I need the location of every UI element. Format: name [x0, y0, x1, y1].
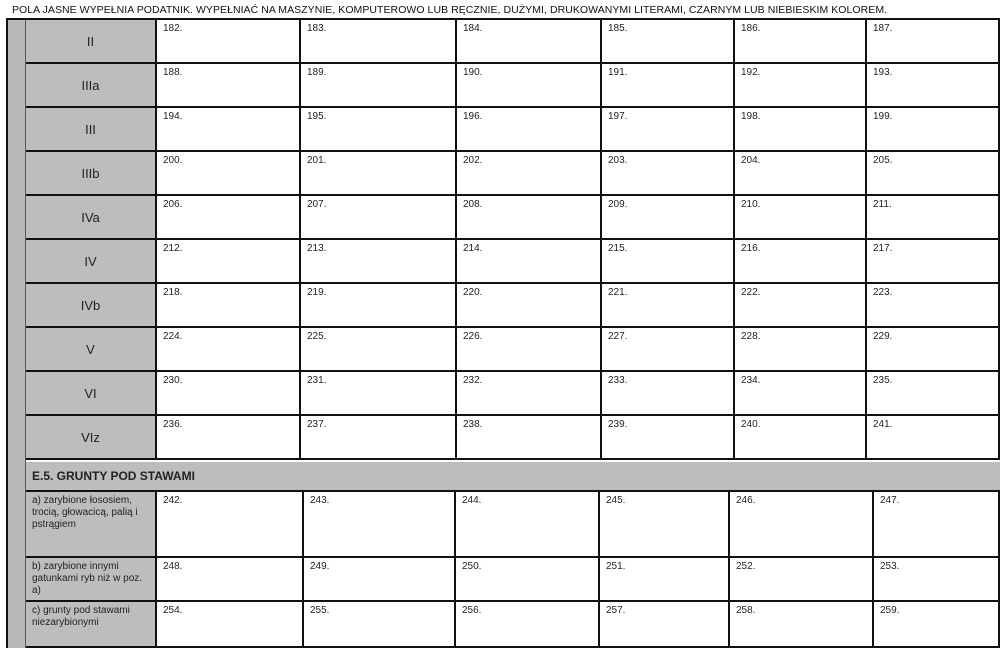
- pond-row: [26, 602, 1000, 648]
- input-cell[interactable]: [456, 558, 600, 602]
- field-number: 238.: [463, 419, 483, 430]
- field-number: 191.: [608, 67, 628, 78]
- class-row: [26, 152, 1000, 196]
- field-number: 217.: [873, 243, 893, 254]
- input-cell[interactable]: [157, 492, 304, 558]
- field-number: 186.: [741, 23, 761, 34]
- field-number: 205.: [873, 155, 893, 166]
- field-number: 241.: [873, 419, 893, 430]
- field-number: 239.: [608, 419, 628, 430]
- class-row-label: IVb: [26, 284, 157, 328]
- class-row: [26, 240, 1000, 284]
- field-number: 243.: [310, 495, 330, 506]
- class-row-label: IIIa: [26, 64, 157, 108]
- field-number: 213.: [307, 243, 327, 254]
- input-cell[interactable]: [157, 64, 301, 108]
- field-number: 197.: [608, 111, 628, 122]
- input-cell[interactable]: [301, 284, 457, 328]
- input-cell[interactable]: [301, 372, 457, 416]
- field-number: 210.: [741, 199, 761, 210]
- class-row-label: VI: [26, 372, 157, 416]
- class-row-label: IIIb: [26, 152, 157, 196]
- input-cell[interactable]: [602, 196, 735, 240]
- class-row: [26, 196, 1000, 240]
- field-number: 248.: [163, 561, 183, 572]
- field-number: 223.: [873, 287, 893, 298]
- field-number: 202.: [463, 155, 483, 166]
- field-number: 215.: [608, 243, 628, 254]
- field-number: 256.: [462, 605, 482, 616]
- field-number: 194.: [163, 111, 183, 122]
- input-cell[interactable]: [867, 196, 1000, 240]
- field-number: 232.: [463, 375, 483, 386]
- field-number: 249.: [310, 561, 330, 572]
- field-number: 183.: [307, 23, 327, 34]
- input-cell[interactable]: [157, 196, 301, 240]
- input-cell[interactable]: [301, 416, 457, 460]
- field-number: 254.: [163, 605, 183, 616]
- pond-row: [26, 492, 1000, 558]
- input-cell[interactable]: [157, 558, 304, 602]
- input-cell[interactable]: [157, 20, 301, 64]
- field-number: 182.: [163, 23, 183, 34]
- input-cell[interactable]: [457, 328, 602, 372]
- class-row: [26, 64, 1000, 108]
- field-number: 201.: [307, 155, 327, 166]
- field-number: 192.: [741, 67, 761, 78]
- field-number: 255.: [310, 605, 330, 616]
- field-number: 253.: [880, 561, 900, 572]
- input-cell[interactable]: [456, 492, 600, 558]
- input-cell[interactable]: [602, 240, 735, 284]
- input-cell[interactable]: [867, 416, 1000, 460]
- field-number: 207.: [307, 199, 327, 210]
- input-cell[interactable]: [867, 372, 1000, 416]
- field-number: 244.: [462, 495, 482, 506]
- field-number: 222.: [741, 287, 761, 298]
- field-number: 245.: [606, 495, 626, 506]
- input-cell[interactable]: [600, 602, 730, 648]
- input-cell[interactable]: [157, 416, 301, 460]
- input-cell[interactable]: [157, 372, 301, 416]
- input-cell[interactable]: [867, 20, 1000, 64]
- field-number: 240.: [741, 419, 761, 430]
- field-number: 219.: [307, 287, 327, 298]
- field-number: 184.: [463, 23, 483, 34]
- pond-row: [26, 558, 1000, 602]
- input-cell[interactable]: [301, 240, 457, 284]
- field-number: 218.: [163, 287, 183, 298]
- input-cell[interactable]: [874, 558, 1000, 602]
- input-cell[interactable]: [301, 196, 457, 240]
- class-row: [26, 20, 1000, 64]
- input-cell[interactable]: [301, 64, 457, 108]
- input-cell[interactable]: [157, 602, 304, 648]
- input-cell[interactable]: [735, 372, 867, 416]
- left-margin-strip: [6, 20, 26, 648]
- input-cell[interactable]: [457, 372, 602, 416]
- field-number: 199.: [873, 111, 893, 122]
- field-number: 231.: [307, 375, 327, 386]
- input-cell[interactable]: [304, 602, 456, 648]
- input-cell[interactable]: [602, 152, 735, 196]
- class-row-label: V: [26, 328, 157, 372]
- field-number: 226.: [463, 331, 483, 342]
- input-cell[interactable]: [301, 328, 457, 372]
- input-cell[interactable]: [867, 328, 1000, 372]
- input-cell[interactable]: [301, 108, 457, 152]
- field-number: 214.: [463, 243, 483, 254]
- field-number: 193.: [873, 67, 893, 78]
- class-row-label: VIz: [26, 416, 157, 460]
- input-cell[interactable]: [602, 284, 735, 328]
- field-number: 247.: [880, 495, 900, 506]
- pond-row-label: b) zarybione innymi gatunkami ryb niż w poz. a): [26, 558, 157, 602]
- field-number: 196.: [463, 111, 483, 122]
- field-number: 189.: [307, 67, 327, 78]
- class-row: [26, 328, 1000, 372]
- field-number: 233.: [608, 375, 628, 386]
- input-cell[interactable]: [157, 152, 301, 196]
- field-number: 250.: [462, 561, 482, 572]
- field-number: 224.: [163, 331, 183, 342]
- field-number: 198.: [741, 111, 761, 122]
- input-cell[interactable]: [867, 108, 1000, 152]
- input-cell[interactable]: [874, 602, 1000, 648]
- field-number: 237.: [307, 419, 327, 430]
- input-cell[interactable]: [602, 20, 735, 64]
- input-cell[interactable]: [457, 152, 602, 196]
- input-cell[interactable]: [735, 416, 867, 460]
- field-number: 246.: [736, 495, 756, 506]
- pond-row-label: a) zarybione łososiem, trocią, głowacicą, palią i pstrągiem: [26, 492, 157, 558]
- input-cell[interactable]: [735, 108, 867, 152]
- field-number: 216.: [741, 243, 761, 254]
- input-cell[interactable]: [600, 558, 730, 602]
- land-class-table: [6, 20, 1000, 648]
- field-number: 227.: [608, 331, 628, 342]
- field-number: 190.: [463, 67, 483, 78]
- input-cell[interactable]: [735, 20, 867, 64]
- input-cell[interactable]: [457, 240, 602, 284]
- input-cell[interactable]: [304, 492, 456, 558]
- input-cell[interactable]: [602, 372, 735, 416]
- field-number: 209.: [608, 199, 628, 210]
- class-row-label: IVa: [26, 196, 157, 240]
- field-number: 229.: [873, 331, 893, 342]
- field-number: 211.: [873, 199, 892, 210]
- input-cell[interactable]: [735, 284, 867, 328]
- input-cell[interactable]: [730, 602, 874, 648]
- field-number: 251.: [606, 561, 626, 572]
- class-row: [26, 372, 1000, 416]
- input-cell[interactable]: [735, 64, 867, 108]
- class-row-label: II: [26, 20, 157, 64]
- input-cell[interactable]: [457, 416, 602, 460]
- input-cell[interactable]: [602, 328, 735, 372]
- class-row-label: IV: [26, 240, 157, 284]
- input-cell[interactable]: [157, 108, 301, 152]
- input-cell[interactable]: [457, 284, 602, 328]
- input-cell[interactable]: [457, 64, 602, 108]
- input-cell[interactable]: [735, 240, 867, 284]
- class-row: [26, 108, 1000, 152]
- field-number: 225.: [307, 331, 327, 342]
- field-number: 259.: [880, 605, 900, 616]
- input-cell[interactable]: [456, 602, 600, 648]
- field-number: 212.: [163, 243, 183, 254]
- field-number: 195.: [307, 111, 327, 122]
- field-number: 236.: [163, 419, 183, 430]
- input-cell[interactable]: [457, 20, 602, 64]
- field-number: 188.: [163, 67, 183, 78]
- field-number: 257.: [606, 605, 626, 616]
- class-row-label: III: [26, 108, 157, 152]
- field-number: 208.: [463, 199, 483, 210]
- pond-row-label: c) grunty pod stawami niezarybionymi: [26, 602, 157, 648]
- field-number: 203.: [608, 155, 628, 166]
- input-cell[interactable]: [730, 558, 874, 602]
- input-cell[interactable]: [602, 416, 735, 460]
- input-cell[interactable]: [867, 64, 1000, 108]
- field-number: 235.: [873, 375, 893, 386]
- input-cell[interactable]: [457, 196, 602, 240]
- input-cell[interactable]: [874, 492, 1000, 558]
- input-cell[interactable]: [301, 20, 457, 64]
- input-cell[interactable]: [735, 328, 867, 372]
- field-number: 252.: [736, 561, 756, 572]
- input-cell[interactable]: [730, 492, 874, 558]
- class-row: [26, 284, 1000, 328]
- field-number: 185.: [608, 23, 628, 34]
- field-number: 234.: [741, 375, 761, 386]
- field-number: 221.: [608, 287, 628, 298]
- field-number: 220.: [463, 287, 483, 298]
- field-number: 187.: [873, 23, 893, 34]
- field-number: 200.: [163, 155, 183, 166]
- input-cell[interactable]: [301, 152, 457, 196]
- field-number: 204.: [741, 155, 761, 166]
- input-cell[interactable]: [157, 240, 301, 284]
- input-cell[interactable]: [867, 284, 1000, 328]
- input-cell[interactable]: [600, 492, 730, 558]
- input-cell[interactable]: [867, 152, 1000, 196]
- input-cell[interactable]: [735, 152, 867, 196]
- field-number: 258.: [736, 605, 756, 616]
- input-cell[interactable]: [602, 64, 735, 108]
- input-cell[interactable]: [867, 240, 1000, 284]
- input-cell[interactable]: [157, 328, 301, 372]
- input-cell[interactable]: [304, 558, 456, 602]
- form-instructions: POLA JASNE WYPEŁNIA PODATNIK. WYPEŁNIAĆ NA MASZYNIE, KOMPUTEROWO LUB RĘCZNIE, DUŻYMI, DRUKOWANYMI LITERAMI, CZARNYM LUB NIEBIESKIM KOLOREM.: [12, 4, 888, 16]
- input-cell[interactable]: [602, 108, 735, 152]
- section-title-e5: E.5. GRUNTY POD STAWAMI: [26, 462, 1000, 492]
- field-number: 230.: [163, 375, 183, 386]
- input-cell[interactable]: [457, 108, 602, 152]
- input-cell[interactable]: [735, 196, 867, 240]
- field-number: 228.: [741, 331, 761, 342]
- input-cell[interactable]: [157, 284, 301, 328]
- field-number: 206.: [163, 199, 183, 210]
- field-number: 242.: [163, 495, 183, 506]
- class-row: [26, 416, 1000, 460]
